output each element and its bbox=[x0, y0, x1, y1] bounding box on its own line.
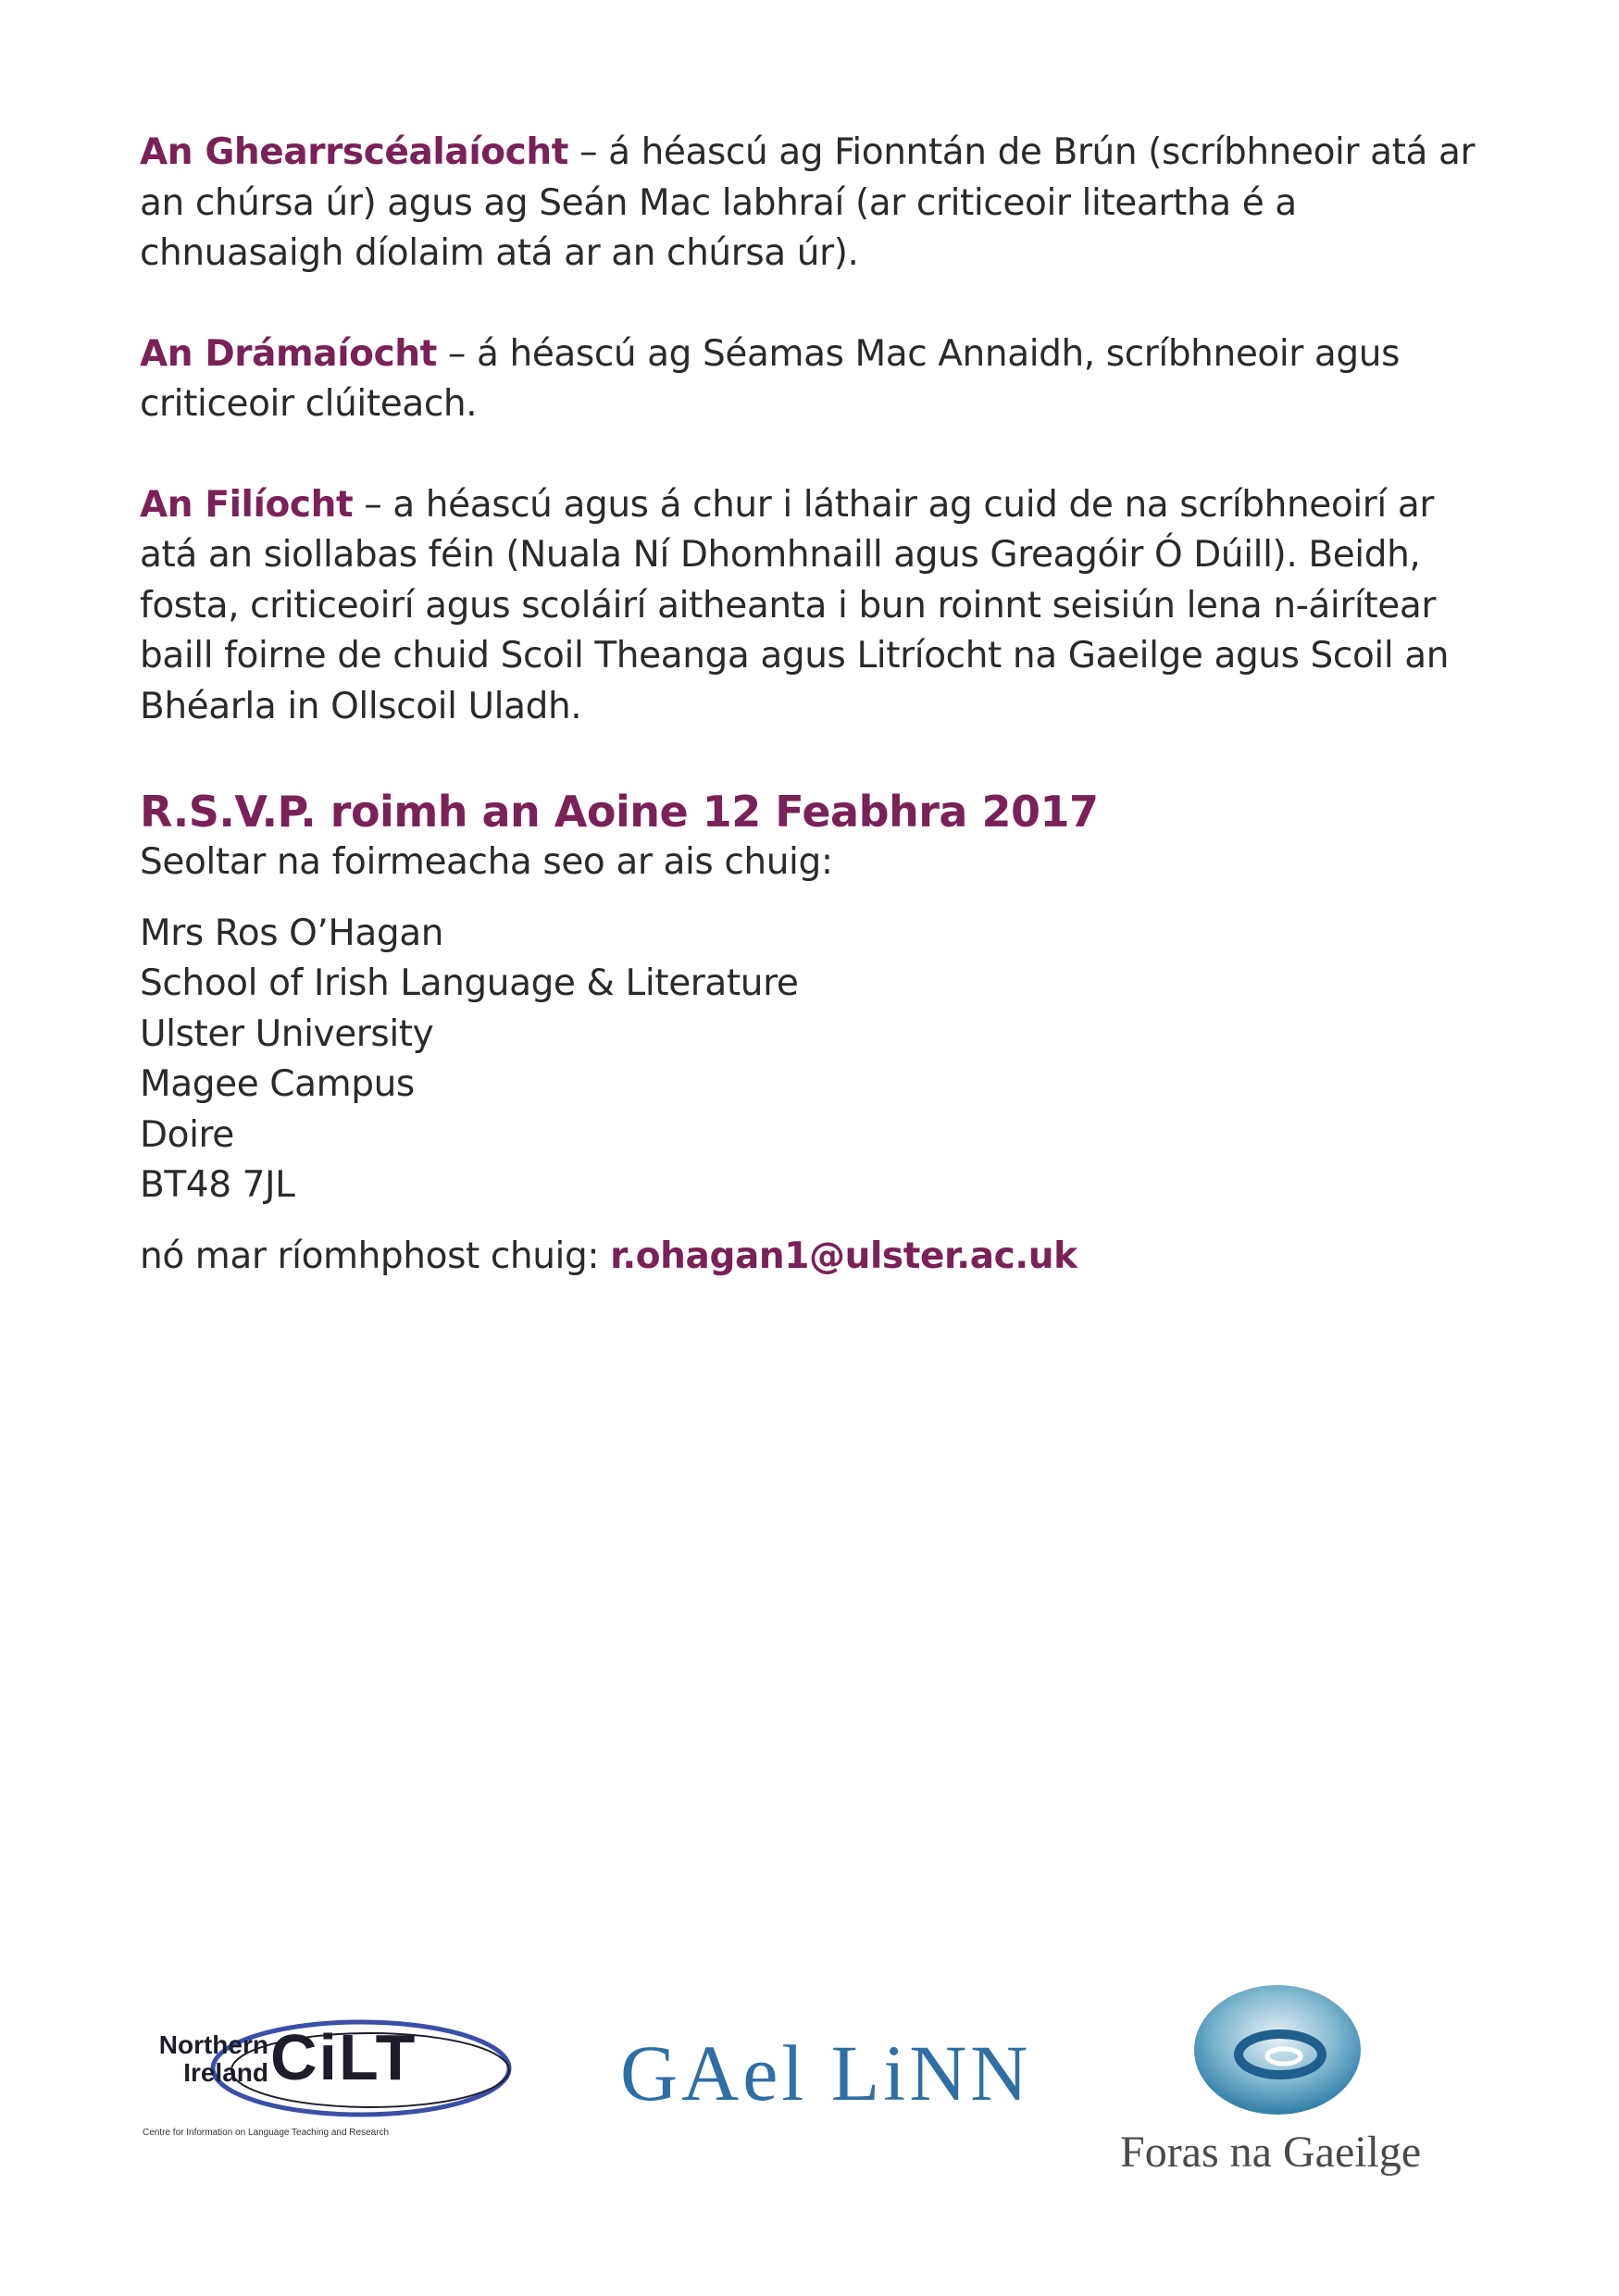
document-body bbox=[140, 128, 1501, 1282]
postal-address bbox=[140, 909, 1501, 1211]
section-term: An Filíocht bbox=[140, 483, 354, 526]
foras-spiral-icon bbox=[1115, 1971, 1504, 2128]
email-prefix: nó mar ríomhphost chuig: bbox=[140, 1235, 611, 1277]
cilt-line2: Ireland bbox=[183, 2058, 268, 2087]
cilt-tagline: Centre for Information on Language Teaching and Research bbox=[143, 2128, 390, 2138]
foras-name: Foras na Gaeilge bbox=[1120, 2128, 1422, 2177]
address-line: Doire bbox=[140, 1113, 234, 1156]
sponsor-logos bbox=[0, 1962, 1619, 2203]
rsvp-heading: R.S.V.P. roimh an Aoine 12 Feabhra 2017 bbox=[140, 787, 1099, 837]
address-line: Magee Campus bbox=[140, 1063, 415, 1105]
ni-cilt-logo bbox=[139, 2013, 518, 2152]
section-text: – á héascú ag Séamas Mac Annaidh, scríbhneoir agus criticeoir clúiteach. bbox=[140, 332, 1401, 425]
section-poetry bbox=[140, 480, 1501, 733]
cilt-line1: Northern bbox=[158, 2030, 268, 2059]
section-text: – á héascú ag Fionntán de Brún (scríbhneoir atá ar an chúrsa úr) agus ag Seán Mac labhraí (ar criticeoir liteartha é a chnuasaigh díolaim atá ar an chúrsa úr). bbox=[140, 131, 1476, 274]
address-line: School of Irish Language & Literature bbox=[140, 962, 799, 1004]
cilt-region bbox=[139, 2031, 268, 2087]
gael-linn-logo bbox=[620, 2027, 1032, 2128]
foras-na-gaeilge-logo bbox=[1115, 1971, 1504, 2184]
address-line: Mrs Ros O’Hagan bbox=[140, 912, 444, 954]
email-line bbox=[140, 1232, 1501, 1283]
section-drama bbox=[140, 329, 1501, 430]
section-short-story bbox=[140, 128, 1501, 279]
section-term: An Ghearrscéalaíocht bbox=[140, 131, 569, 173]
section-text: – a héascú agus á chur i láthair ag cuid de na scríbhneoirí ar atá an siollabas féin (Nuala Ní Dhomhnaill agus Greagóir Ó Dúill). Beidh, fosta, criticeoirí agus scoláirí aitheanta i bun roinnt seisiún lena n-áirítear baill foirne de chuid Scoil Theanga agus Litríocht na Gaeilge agus Scoil an Bhéarla in Ollscoil Uladh. bbox=[140, 483, 1450, 727]
email-link[interactable]: r.ohagan1@ulster.ac.uk bbox=[610, 1235, 1077, 1277]
gael-linn-name: GAel LiNN bbox=[620, 2029, 1032, 2117]
cilt-name: CiLT bbox=[270, 2021, 417, 2093]
address-line: BT48 7JL bbox=[140, 1164, 295, 1206]
address-line: Ulster University bbox=[140, 1012, 434, 1055]
rsvp-intro: Seoltar na foirmeacha seo ar ais chuig: bbox=[140, 841, 833, 883]
section-term: An Drámaíocht bbox=[140, 332, 437, 375]
